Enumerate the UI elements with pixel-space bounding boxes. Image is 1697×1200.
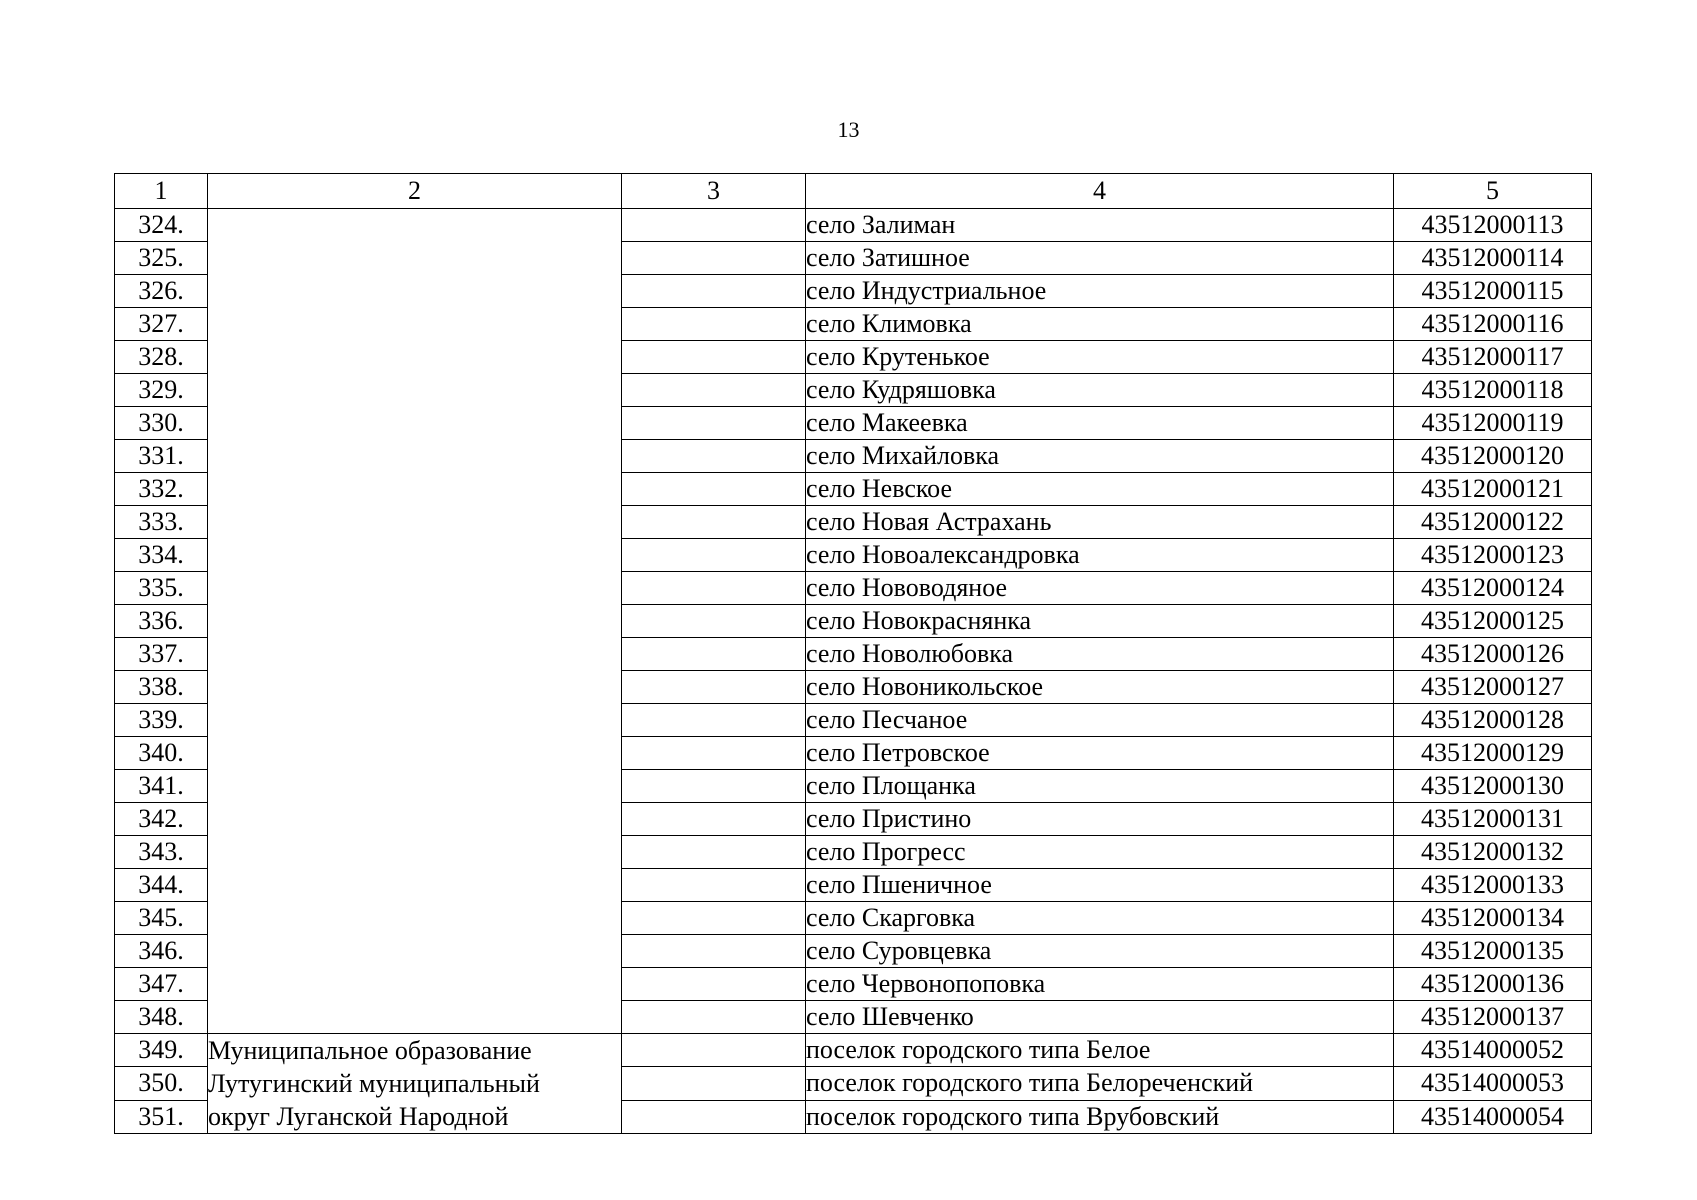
row-number: 331.: [115, 440, 208, 473]
row-number: 351.: [115, 1100, 208, 1133]
settlement-name: село Затишное: [806, 242, 1394, 275]
settlement-code: 43512000121: [1394, 473, 1592, 506]
settlement-name: село Нововодяное: [806, 572, 1394, 605]
column-3-cell: [622, 902, 806, 935]
column-3-cell: [622, 572, 806, 605]
table-row: [115, 1034, 1592, 1067]
table-header-row: [115, 174, 1592, 209]
column-3-cell: [622, 539, 806, 572]
settlement-code: 43512000120: [1394, 440, 1592, 473]
row-number: 332.: [115, 473, 208, 506]
column-header-1: 1: [115, 174, 208, 209]
row-number: 347.: [115, 968, 208, 1001]
row-number: 339.: [115, 704, 208, 737]
settlement-name: село Новокраснянка: [806, 605, 1394, 638]
row-number: 326.: [115, 275, 208, 308]
settlement-name: село Залиман: [806, 209, 1394, 242]
settlement-code: 43512000123: [1394, 539, 1592, 572]
column-3-cell: [622, 1034, 806, 1067]
settlement-name: село Червонопоповка: [806, 968, 1394, 1001]
row-number: 337.: [115, 638, 208, 671]
municipality-name-line: Муниципальное образование: [208, 1036, 532, 1065]
settlement-code: 43512000136: [1394, 968, 1592, 1001]
column-3-cell: [622, 803, 806, 836]
column-3-cell: [622, 440, 806, 473]
settlement-name: село Новоникольское: [806, 671, 1394, 704]
settlement-name: поселок городского типа Врубовский: [806, 1100, 1394, 1133]
row-number: 324.: [115, 209, 208, 242]
row-number: 333.: [115, 506, 208, 539]
settlement-code: 43512000130: [1394, 770, 1592, 803]
settlement-name: село Индустриальное: [806, 275, 1394, 308]
column-3-cell: [622, 704, 806, 737]
settlement-code: 43512000113: [1394, 209, 1592, 242]
row-number: 345.: [115, 902, 208, 935]
settlement-code: 43512000126: [1394, 638, 1592, 671]
settlement-code: 43514000053: [1394, 1067, 1592, 1100]
settlement-name: село Новая Астрахань: [806, 506, 1394, 539]
settlement-name: село Песчаное: [806, 704, 1394, 737]
municipality-name-line: округ Луганской Народной: [208, 1102, 509, 1131]
column-3-cell: [622, 1067, 806, 1100]
settlement-code: 43512000128: [1394, 704, 1592, 737]
settlement-name: село Пристино: [806, 803, 1394, 836]
settlement-code: 43512000125: [1394, 605, 1592, 638]
column-3-cell: [622, 869, 806, 902]
settlement-code: 43514000054: [1394, 1100, 1592, 1133]
row-number: 327.: [115, 308, 208, 341]
column-3-cell: [622, 341, 806, 374]
column-3-cell: [622, 308, 806, 341]
row-number: 344.: [115, 869, 208, 902]
settlement-code: 43512000124: [1394, 572, 1592, 605]
column-3-cell: [622, 209, 806, 242]
settlement-name: село Михайловка: [806, 440, 1394, 473]
row-number: 343.: [115, 836, 208, 869]
settlement-name: село Новолюбовка: [806, 638, 1394, 671]
row-number: 335.: [115, 572, 208, 605]
settlement-code: 43512000137: [1394, 1001, 1592, 1034]
settlement-name: село Невское: [806, 473, 1394, 506]
settlement-name: село Крутенькое: [806, 341, 1394, 374]
municipality-cell-empty: [208, 209, 622, 1034]
settlement-name: село Шевченко: [806, 1001, 1394, 1034]
column-3-cell: [622, 737, 806, 770]
settlement-code: 43512000122: [1394, 506, 1592, 539]
row-number: 336.: [115, 605, 208, 638]
settlement-name: село Суровцевка: [806, 935, 1394, 968]
settlement-code: 43512000117: [1394, 341, 1592, 374]
column-header-2: 2: [208, 174, 622, 209]
column-3-cell: [622, 638, 806, 671]
row-number: 348.: [115, 1001, 208, 1034]
settlement-name: село Пшеничное: [806, 869, 1394, 902]
settlement-name: село Кудряшовка: [806, 374, 1394, 407]
settlement-name: поселок городского типа Белореченский: [806, 1067, 1394, 1100]
row-number: 334.: [115, 539, 208, 572]
settlement-code: 43512000131: [1394, 803, 1592, 836]
settlement-name: село Новоалександровка: [806, 539, 1394, 572]
municipality-name-line: Лутугинский муниципальный: [208, 1069, 540, 1098]
settlement-name: село Петровское: [806, 737, 1394, 770]
column-3-cell: [622, 407, 806, 440]
row-number: 338.: [115, 671, 208, 704]
settlement-name: село Скарговка: [806, 902, 1394, 935]
settlement-code: 43512000134: [1394, 902, 1592, 935]
row-number: 341.: [115, 770, 208, 803]
settlements-table: [114, 173, 1592, 1134]
table-row: [115, 209, 1592, 242]
settlement-code: 43512000127: [1394, 671, 1592, 704]
row-number: 325.: [115, 242, 208, 275]
settlement-name: село Макеевка: [806, 407, 1394, 440]
row-number: 329.: [115, 374, 208, 407]
settlement-code: 43512000132: [1394, 836, 1592, 869]
row-number: 342.: [115, 803, 208, 836]
page-number: 13: [837, 117, 860, 142]
settlement-code: 43512000129: [1394, 737, 1592, 770]
column-header-4: 4: [806, 174, 1394, 209]
column-3-cell: [622, 374, 806, 407]
column-3-cell: [622, 770, 806, 803]
settlement-code: 43512000114: [1394, 242, 1592, 275]
column-3-cell: [622, 935, 806, 968]
column-3-cell: [622, 1001, 806, 1034]
settlement-code: 43514000052: [1394, 1034, 1592, 1067]
settlement-name: поселок городского типа Белое: [806, 1034, 1394, 1067]
column-3-cell: [622, 473, 806, 506]
settlement-code: 43512000135: [1394, 935, 1592, 968]
settlement-code: 43512000119: [1394, 407, 1592, 440]
column-3-cell: [622, 968, 806, 1001]
column-3-cell: [622, 605, 806, 638]
row-number: 350.: [115, 1067, 208, 1100]
row-number: 328.: [115, 341, 208, 374]
settlement-name: село Прогресс: [806, 836, 1394, 869]
column-3-cell: [622, 275, 806, 308]
row-number: 346.: [115, 935, 208, 968]
settlement-code: 43512000116: [1394, 308, 1592, 341]
column-3-cell: [622, 836, 806, 869]
column-3-cell: [622, 1100, 806, 1133]
municipality-cell: [208, 1034, 622, 1134]
settlement-code: 43512000118: [1394, 374, 1592, 407]
settlement-code: 43512000133: [1394, 869, 1592, 902]
settlement-name: село Площанка: [806, 770, 1394, 803]
row-number: 349.: [115, 1034, 208, 1067]
column-3-cell: [622, 506, 806, 539]
row-number: 340.: [115, 737, 208, 770]
column-3-cell: [622, 671, 806, 704]
row-number: 330.: [115, 407, 208, 440]
column-header-5: 5: [1394, 174, 1592, 209]
column-3-cell: [622, 242, 806, 275]
settlement-name: село Климовка: [806, 308, 1394, 341]
column-header-3: 3: [622, 174, 806, 209]
settlement-code: 43512000115: [1394, 275, 1592, 308]
